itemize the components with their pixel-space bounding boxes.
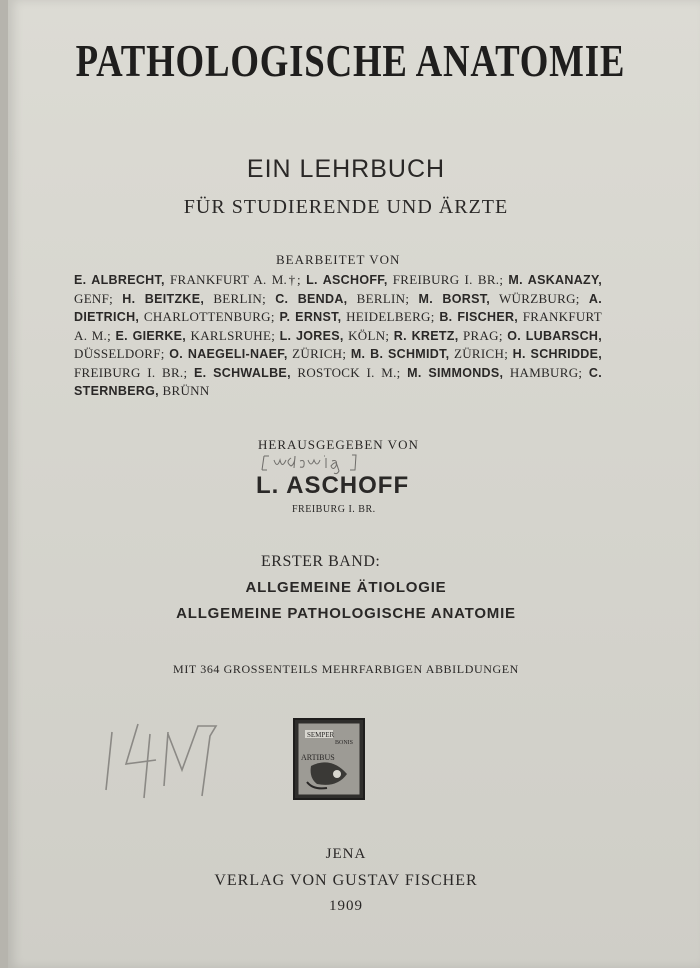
contributor-name: O. LUBARSCH, bbox=[507, 328, 603, 343]
publisher-emblem bbox=[293, 718, 365, 800]
contributor-name: C. BENDA, bbox=[275, 291, 348, 306]
contributor-name: L. ASCHOFF, bbox=[306, 273, 388, 287]
illustrations-note: MIT 364 GROSSENTEILS MEHRFARBIGEN ABBILDUNGEN bbox=[173, 662, 519, 676]
contributor-name: M. BORST, bbox=[418, 291, 491, 306]
contributor-name: B. FISCHER, bbox=[439, 310, 519, 324]
contributor-place: DÜSSELDORF; bbox=[74, 346, 170, 361]
contributor-name: E. ALBRECHT, bbox=[74, 273, 165, 287]
editor-heading: HERAUSGEGEBEN VON bbox=[258, 437, 419, 452]
publication-place: JENA bbox=[325, 846, 367, 862]
contributor-place: FRANKFURT A. M.†; bbox=[164, 272, 307, 287]
publication-year: 1909 bbox=[329, 898, 363, 914]
contributor-place: WÜRZBURG; bbox=[490, 290, 589, 306]
contributor-place: BRÜNN bbox=[158, 383, 210, 398]
emblem-motto-text-2: BONIS bbox=[335, 740, 354, 746]
contributor-place: HAMBURG; bbox=[503, 364, 589, 380]
contributor-place: CHARLOTTENBURG; bbox=[139, 309, 280, 324]
contributor-place: BERLIN; bbox=[204, 290, 276, 306]
book-subtitle: EIN LEHRBUCH bbox=[246, 155, 446, 183]
emblem-motto-text-3: ARTIBUS bbox=[301, 753, 335, 762]
contributor-place: PRAG; bbox=[458, 327, 508, 343]
contributor-place: ZÜRICH; bbox=[287, 346, 351, 361]
contributors-list bbox=[74, 271, 602, 401]
contributor-place: KARLSRUHE; bbox=[186, 327, 280, 343]
contributor-name: P. ERNST, bbox=[279, 310, 342, 324]
handwritten-shelfmark bbox=[98, 712, 248, 802]
volume-label: ERSTER BAND: bbox=[261, 553, 381, 570]
contributor-name: O. NAEGELI-NAEF, bbox=[169, 347, 288, 361]
publisher: VERLAG VON GUSTAV FISCHER bbox=[214, 872, 478, 889]
contributor-name: A. DIETRICH, bbox=[74, 291, 602, 324]
contributor-place: FREIBURG I. BR.; bbox=[387, 272, 509, 287]
editor-place: FREIBURG I. BR. bbox=[292, 504, 376, 515]
contributor-name: L. JORES, bbox=[279, 328, 344, 343]
book-title: PATHOLOGISCHE ANATOMIE bbox=[75, 35, 626, 86]
contributor-name: C. STERNBERG, bbox=[74, 365, 602, 398]
contributor-place: KÖLN; bbox=[343, 327, 394, 343]
editor-name: L. ASCHOFF bbox=[256, 472, 410, 499]
contributor-name: M. SIMMONDS, bbox=[407, 365, 504, 380]
contributor-place: ROSTOCK I. M.; bbox=[290, 364, 408, 380]
contributor-place: HEIDELBERG; bbox=[341, 309, 440, 324]
contributor-name: R. KRETZ, bbox=[393, 328, 459, 343]
contributor-place: BERLIN; bbox=[347, 290, 419, 306]
volume-title-1: ALLGEMEINE ÄTIOLOGIE bbox=[245, 579, 447, 596]
volume-title-2: ALLGEMEINE PATHOLOGISCHE ANATOMIE bbox=[176, 605, 516, 622]
contributors-heading: BEARBEITET VON bbox=[276, 252, 401, 267]
title-page bbox=[8, 0, 700, 968]
contributor-name: E. SCHWALBE, bbox=[193, 365, 291, 380]
emblem-motto-text: SEMPER bbox=[307, 731, 335, 739]
contributor-name: H. SCHRIDDE, bbox=[512, 347, 603, 361]
contributor-name: M. ASKANAZY, bbox=[508, 273, 602, 287]
book-audience: FÜR STUDIERENDE UND ÄRZTE bbox=[183, 196, 509, 218]
contributor-place: FREIBURG I. BR.; bbox=[74, 364, 194, 380]
contributor-place: FRANKFURT A. M.; bbox=[74, 309, 602, 343]
contributor-name: M. B. SCHMIDT, bbox=[350, 347, 450, 361]
contributor-place: ZÜRICH; bbox=[449, 346, 513, 361]
contributor-name: E. GIERKE, bbox=[115, 328, 187, 343]
contributor-name: H. BEITZKE, bbox=[122, 291, 205, 306]
contributor-place: GENF; bbox=[74, 290, 123, 306]
